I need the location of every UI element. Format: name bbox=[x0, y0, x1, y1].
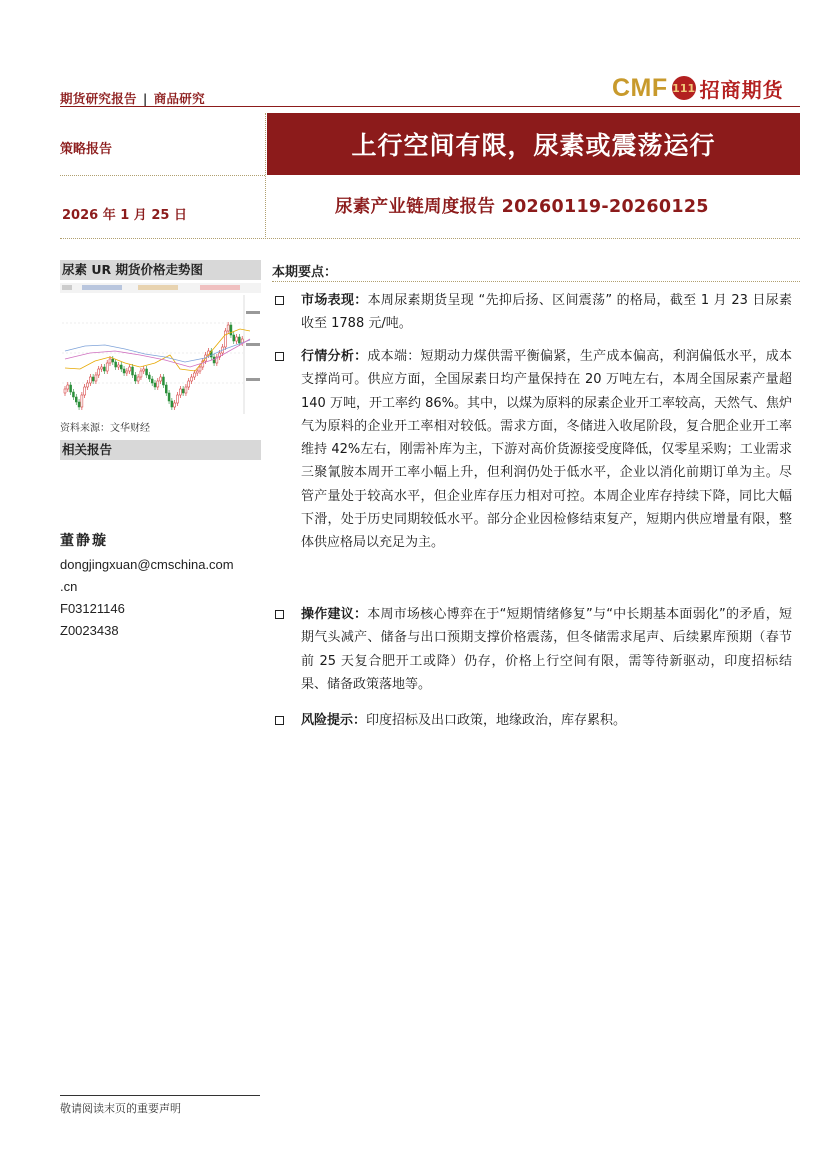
candle-body bbox=[134, 375, 136, 381]
report-type: 策略报告 bbox=[60, 142, 113, 157]
candle-body bbox=[87, 383, 89, 387]
candle-body bbox=[98, 369, 100, 375]
point-text: 印度招标及出口政策，地缘政治，库存累积。 bbox=[366, 713, 627, 728]
candle-body bbox=[95, 375, 97, 381]
logo-seal-icon: 111 bbox=[672, 76, 696, 100]
left-divider bbox=[60, 175, 265, 176]
candle-body bbox=[224, 331, 226, 347]
candle-body bbox=[129, 367, 131, 371]
candle-body bbox=[120, 365, 122, 369]
candle-body bbox=[89, 377, 91, 383]
point-operation-advice bbox=[301, 603, 792, 696]
candle-body bbox=[92, 377, 94, 381]
title-divider bbox=[60, 238, 800, 239]
candle-body bbox=[151, 379, 153, 383]
candle-body bbox=[182, 389, 184, 393]
candle-body bbox=[199, 367, 201, 371]
candle-body bbox=[70, 385, 72, 392]
category-separator: | bbox=[142, 91, 148, 106]
column-divider bbox=[265, 113, 267, 239]
candle-body bbox=[177, 395, 179, 403]
candle-body bbox=[188, 381, 190, 387]
candle-body bbox=[67, 385, 69, 389]
license-number-1: F03121146 bbox=[60, 601, 125, 616]
category-left: 期货研究报告 bbox=[60, 91, 137, 106]
candle-body bbox=[238, 337, 240, 343]
candle-body bbox=[140, 371, 142, 377]
point-text: 成本端：短期动力煤供需平衡偏紧，生产成本偏高，利润偏低水平，成本支撑尚可。供应方面，全国尿素日均产量保持在 20 万吨左右，本周全国尿素产量超 140 万吨，开工率约 86%。其中，以煤为原料的尿素企业开工率较高，天然气、焦炉气为原料的企业开工率相对较低。需求方面，冬储进入收尾阶段，复合肥企业开工率维持 42%左右，刚需补库为主，下游对高价货源接受度降低，仅零星采购；工业需求三聚氰胺本周开工率小幅上升，但利润仍处于低水平，企业以消化前期订单为主。尽管产量处于较高水平，但企业库存压力相对可控。本周企业库存持续下降，同比大幅下滑，处于历史同期较低水平。部分企业因检修结束复产，短期内供应增量有限，整体供应格局以充足为主。 bbox=[301, 349, 792, 551]
candle-body bbox=[165, 385, 167, 393]
candle-body bbox=[72, 392, 74, 397]
candle-body bbox=[112, 359, 114, 362]
candle-body bbox=[146, 369, 148, 375]
candle-body bbox=[132, 367, 134, 375]
category-right: 商品研究 bbox=[153, 91, 205, 106]
candle-body bbox=[196, 371, 198, 373]
candle-body bbox=[148, 375, 150, 379]
candle-body bbox=[103, 367, 105, 371]
candle-body bbox=[157, 381, 159, 387]
checkbox-bullet-icon bbox=[275, 716, 284, 725]
footer-divider bbox=[60, 1095, 260, 1096]
point-label: 操作建议： bbox=[301, 607, 368, 622]
candle-body bbox=[191, 377, 193, 381]
price-chart-image bbox=[60, 283, 261, 416]
candle-body bbox=[64, 389, 66, 393]
candlestick-chart-graphic bbox=[60, 283, 261, 416]
related-reports-heading: 相关报告 bbox=[60, 440, 261, 460]
candle-body bbox=[117, 365, 119, 367]
logo-cmf-text: CMF bbox=[612, 73, 668, 102]
candle-body bbox=[137, 377, 139, 381]
point-market-analysis bbox=[301, 345, 792, 555]
report-title: 上行空间有限，尿素或震荡运行 bbox=[351, 131, 716, 160]
candle-body bbox=[168, 393, 170, 401]
point-label: 风险提示： bbox=[301, 713, 367, 728]
key-points-divider bbox=[272, 281, 800, 282]
point-text: 本周尿素期货呈现 “先抑后扬、区间震荡” 的格局，截至 1 月 23 日尿素收至 1788 元/吨。 bbox=[301, 293, 792, 332]
candle-body bbox=[230, 325, 232, 335]
chart-source: 资料来源：文华财经 bbox=[60, 423, 150, 434]
candle-body bbox=[227, 325, 229, 331]
checkbox-bullet-icon bbox=[275, 610, 284, 619]
report-subtitle: 尿素产业链周度报告 20260119-20260125 bbox=[335, 197, 709, 217]
candle-body bbox=[154, 383, 156, 387]
report-category bbox=[60, 89, 205, 107]
candle-body bbox=[123, 369, 125, 373]
candle-body bbox=[106, 363, 108, 371]
license-number-2: Z0023438 bbox=[60, 623, 119, 638]
candle-body bbox=[233, 335, 235, 341]
point-risk-warning bbox=[301, 709, 792, 732]
report-date: 2026 年 1 月 25 日 bbox=[62, 208, 187, 223]
author-email[interactable]: dongjingxuan@cmschina.com bbox=[60, 557, 234, 572]
point-text: 本周市场核心博弈在于“短期情绪修复”与“中长期基本面弱化”的矛盾，短期气头减产、储备与出口预期支撑价格震荡，但冬储需求尾声、后续累库预期（春节前 25 天复合肥开工或降）仍存，价格上行空间有限，需等待新驱动，印度招标结果、储备政策落地等。 bbox=[301, 607, 792, 692]
candle-body bbox=[193, 373, 195, 377]
chart-heading: 尿素 UR 期货价格走势图 bbox=[60, 260, 261, 280]
point-market-performance bbox=[301, 289, 792, 336]
candle-body bbox=[115, 362, 117, 367]
candle-body bbox=[174, 403, 176, 407]
candle-body bbox=[126, 371, 128, 373]
candle-body bbox=[185, 387, 187, 393]
candle-body bbox=[213, 357, 215, 363]
author-name: 董静璇 bbox=[60, 533, 108, 549]
author-email-continued[interactable]: .cn bbox=[60, 579, 78, 594]
candle-body bbox=[84, 387, 86, 395]
checkbox-bullet-icon bbox=[275, 296, 284, 305]
candle-body bbox=[171, 401, 173, 407]
candle-body bbox=[160, 377, 162, 381]
candle-body bbox=[143, 369, 145, 371]
candle-body bbox=[75, 397, 77, 402]
logo-company-name: 招商期货 bbox=[699, 77, 784, 102]
point-label: 市场表现： bbox=[301, 293, 368, 308]
key-points-heading: 本期要点： bbox=[272, 265, 338, 280]
candle-body bbox=[236, 337, 238, 341]
candle-body bbox=[78, 402, 80, 407]
candle-body bbox=[101, 367, 103, 369]
point-label: 行情分析： bbox=[301, 349, 368, 364]
company-logo bbox=[612, 73, 784, 103]
candle-body bbox=[109, 359, 111, 363]
checkbox-bullet-icon bbox=[275, 352, 284, 361]
header-divider bbox=[60, 106, 800, 107]
candle-body bbox=[179, 389, 181, 395]
candle-body bbox=[162, 377, 164, 385]
footer-notice: 敬请阅读末页的重要声明 bbox=[60, 1102, 181, 1115]
candle-body bbox=[81, 395, 83, 407]
